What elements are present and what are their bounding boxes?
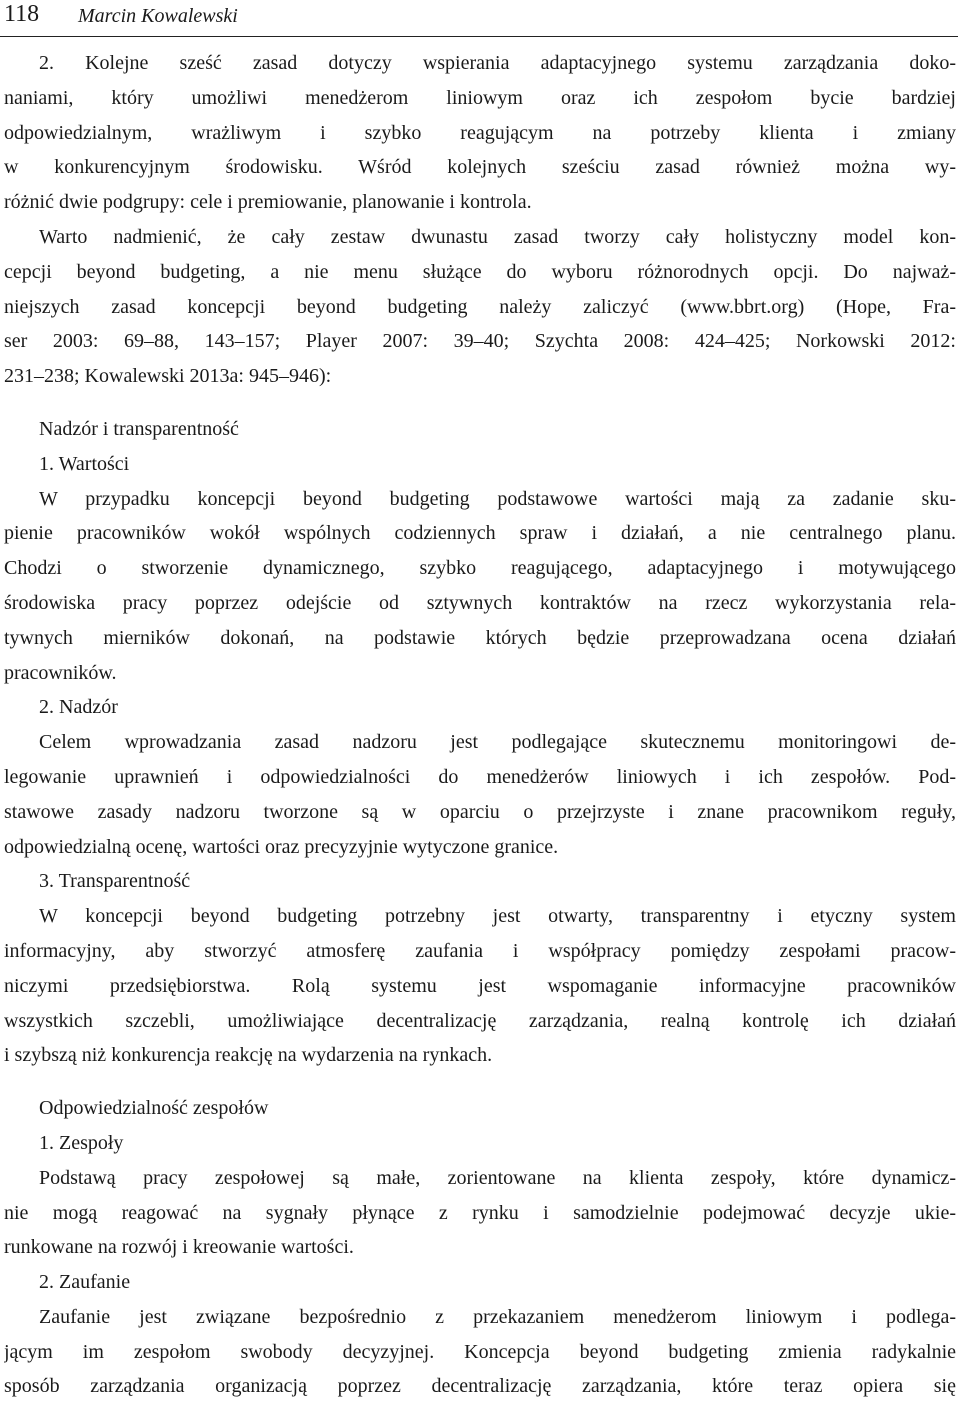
text-line: informacyjny, aby stworzyć atmosferę zaufania i współpracy pomiędzy zespołami pracow- [4,939,956,962]
text-line: W przypadku koncepcji beyond budgeting podstawowe wartości mają za zadanie sku- [39,487,956,510]
text-line: Celem wprowadzania zasad nadzoru jest podlegające skutecznemu monitoringowi de- [39,731,956,754]
text-line: różnić dwie podgrupy: cele i premiowanie, planowanie i kontrola. [4,191,532,214]
item-heading: 2. Zaufanie [39,1271,131,1294]
text-line: legowanie uprawnień i odpowiedzialności do menedżerów liniowych i ich zespołów. Pod- [4,765,956,788]
section-gap [4,394,956,412]
text-line: nie mogą reagować na sygnały płynące z rynku i samodzielnie podejmować decyzje ukie- [4,1201,956,1224]
text-line: 231–238; Kowalewski 2013a: 945–946): [4,365,332,388]
text-line: pracowników. [4,661,117,684]
text-line: niejszych zasad koncepcji beyond budgeting należy zaliczyć (www.bbrt.org) (Hope, Fra- [4,295,956,318]
section-gap [4,1073,956,1091]
text-line: stawowe zasady nadzoru tworzone są w oparciu o przejrzyste i znane pracownikom reguły, [4,800,956,823]
text-line: Podstawą pracy zespołowej są małe, zorientowane na klienta zespoły, które dynamicz- [39,1166,956,1189]
text-line: 2. Kolejne sześć zasad dotyczy wspierania adaptacyjnego systemu zarządzania doko- [39,52,956,74]
text-line: cepcji beyond budgeting, a nie menu służące do wyboru różnorodnych opcji. Do najważ- [4,260,956,283]
page-header [0,0,960,38]
header-rule [0,36,958,37]
text-line: tywnych mierników dokonań, na podstawie których będzie przeprowadzana ocena działań [4,626,956,649]
text-line: w konkurencyjnym środowisku. Wśród kolejnych sześciu zasad również można wy- [4,156,956,179]
text-line: wszystkich szczebli, umożliwiające decentralizację zarządzania, realną kontrolę ich działań [4,1009,956,1032]
running-head-author: Marcin Kowalewski [78,5,238,27]
text-line: pienie pracowników wokół wspólnych codziennych spraw i działań, a nie centralnego planu. [4,522,956,545]
item-heading: 1. Zespoły [39,1131,124,1154]
text-line: Chodzi o stworzenie dynamicznego, szybko reagującego, adaptacyjnego i motywującego [4,557,956,580]
text-line: naniami, który umożliwi menedżerom liniowym oraz ich zespołom bycie bardziej [4,86,956,109]
text-line: runkowane na rozwój i kreowanie wartości. [4,1236,354,1259]
page-number: 118 [4,1,40,27]
item-heading: 2. Nadzór [39,696,118,719]
section-heading: Nadzór i transparentność [39,417,239,440]
text-line: i szybszą niż konkurencja reakcję na wydarzenia na rynkach. [4,1044,493,1067]
text-line: Zaufanie jest związane bezpośrednio z przekazaniem menedżerom liniowym i podlega- [39,1305,956,1328]
text-line: sposób zarządzania organizacją poprzez decentralizację zarządzania, które teraz opiera się [4,1375,956,1398]
item-heading: 3. Transparentność [39,870,191,893]
section-heading: Odpowiedzialność zespołów [39,1097,269,1120]
text-line: ser 2003: 69–88, 143–157; Player 2007: 39–40; Szychta 2008: 424–425; Norkowski 2012: [4,330,956,353]
item-heading: 1. Wartości [39,452,130,475]
text-line: odpowiedzialną ocenę, wartości oraz precyzyjnie wytyczone granice. [4,835,559,858]
text-line: środowiska pracy poprzez odejście od sztywnych kontraktów na rzecz wykorzystania rela- [4,591,956,614]
text-line: odpowiedzialnym, wrażliwym i szybko reagującym na potrzeby klienta i zmiany [4,121,956,144]
text-line: niczymi przedsiębiorstwa. Rolą systemu jest wspomaganie informacyjne pracowników [4,974,956,997]
body-text [4,46,956,1404]
text-line: W koncepcji beyond budgeting potrzebny jest otwarty, transparentny i etyczny system [39,905,956,928]
text-line: Warto nadmienić, że cały zestaw dwunastu zasad tworzy cały holistyczny model kon- [39,225,956,248]
text-line: jącym im zespołom swobody decyzyjnej. Koncepcja beyond budgeting zmienia radykalnie [4,1340,956,1363]
